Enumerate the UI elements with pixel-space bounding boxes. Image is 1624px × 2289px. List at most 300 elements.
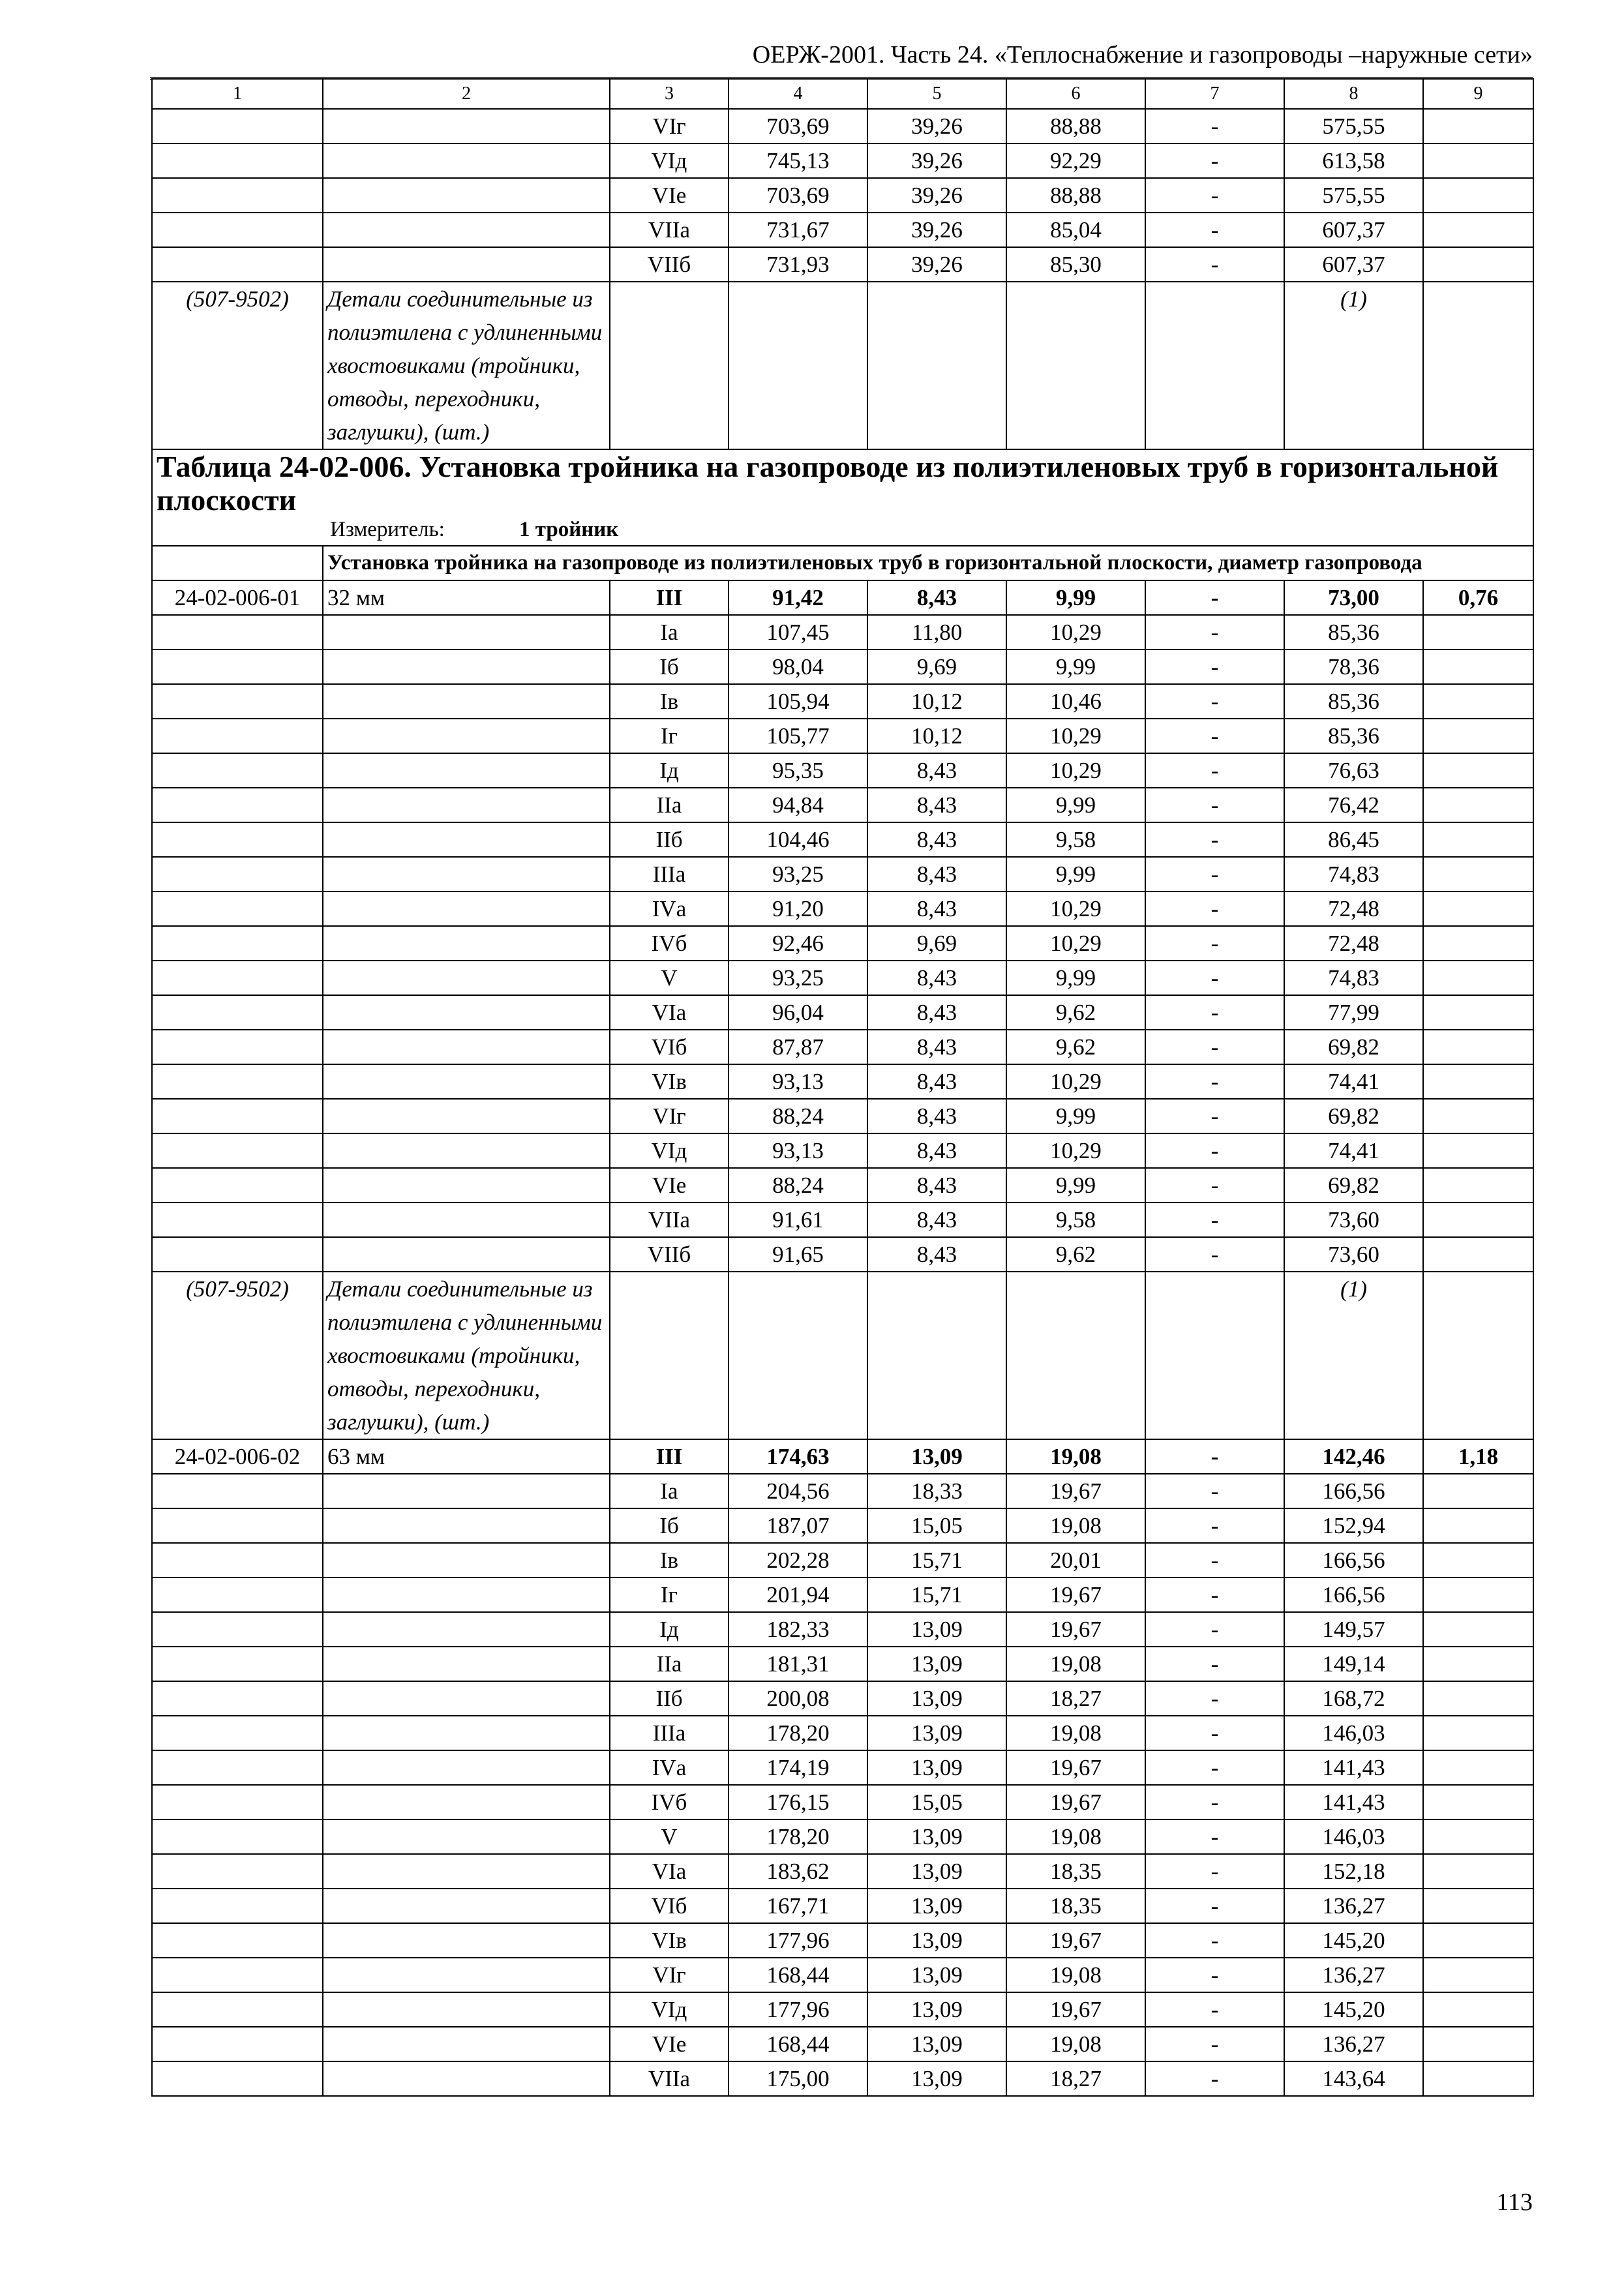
diameter-cell bbox=[323, 1237, 610, 1272]
cost-total-cell: 96,04 bbox=[729, 995, 867, 1030]
labor-cell bbox=[1423, 822, 1533, 857]
code-cell bbox=[152, 2061, 323, 2096]
cost-machines-cell: 9,62 bbox=[1006, 1030, 1145, 1064]
labor-cell bbox=[1423, 926, 1533, 961]
cost-materials-cell: 69,82 bbox=[1284, 1099, 1423, 1133]
note-empty bbox=[1006, 282, 1145, 449]
cost-machines-cell: 19,08 bbox=[1006, 1716, 1145, 1750]
cost-machinists-cell: - bbox=[1145, 1716, 1284, 1750]
table-row bbox=[152, 1612, 1533, 1647]
zone-cell: VIIа bbox=[610, 2061, 729, 2096]
cost-materials-cell: 152,18 bbox=[1284, 1854, 1423, 1889]
cost-machines-cell: 19,08 bbox=[1006, 1439, 1145, 1474]
labor-cell bbox=[1423, 1508, 1533, 1543]
cost-total-cell: 93,25 bbox=[729, 961, 867, 995]
zone-cell: IIIа bbox=[610, 1716, 729, 1750]
cost-machinists-cell: - bbox=[1145, 1064, 1284, 1099]
zone-cell: VIг bbox=[610, 1099, 729, 1133]
table-row bbox=[152, 2061, 1533, 2096]
cost-total-cell: 88,24 bbox=[729, 1099, 867, 1133]
cost-machinists-cell: - bbox=[1145, 1750, 1284, 1785]
zone-cell: IVб bbox=[610, 926, 729, 961]
cost-materials-cell: 166,56 bbox=[1284, 1474, 1423, 1508]
cost-total-cell: 94,84 bbox=[729, 788, 867, 822]
cost-machines-cell: 19,08 bbox=[1006, 1819, 1145, 1854]
zone-cell: IIIа bbox=[610, 857, 729, 891]
zone-cell: III bbox=[610, 1439, 729, 1474]
table-row bbox=[152, 857, 1533, 891]
zone-cell: Iг bbox=[610, 719, 729, 753]
zone-cell: VIа bbox=[610, 995, 729, 1030]
note-value: (1) bbox=[1284, 1272, 1423, 1439]
cost-wages-cell: 8,43 bbox=[867, 1203, 1006, 1237]
cost-total-cell: 183,62 bbox=[729, 1854, 867, 1889]
code-cell bbox=[152, 109, 323, 143]
cost-machines-cell: 9,99 bbox=[1006, 580, 1145, 615]
cost-machinists-cell: - bbox=[1145, 1854, 1284, 1889]
labor-cell bbox=[1423, 753, 1533, 788]
cost-total-cell: 93,25 bbox=[729, 857, 867, 891]
cost-machines-cell: 9,99 bbox=[1006, 857, 1145, 891]
cost-machinists-cell: - bbox=[1145, 1439, 1284, 1474]
cost-machinists-cell: - bbox=[1145, 2027, 1284, 2061]
note-text: Детали соединительные из полиэтилена с удлиненными хвостовиками (тройники, отводы, переходники, заглушки), (шт.) bbox=[323, 282, 610, 449]
table-row bbox=[152, 1819, 1533, 1854]
diameter-cell bbox=[323, 1647, 610, 1681]
diameter-cell: 32 мм bbox=[323, 580, 610, 615]
labor-cell bbox=[1423, 213, 1533, 247]
labor-cell bbox=[1423, 1647, 1533, 1681]
labor-cell bbox=[1423, 1064, 1533, 1099]
cost-wages-cell: 13,09 bbox=[867, 1439, 1006, 1474]
cost-machines-cell: 9,99 bbox=[1006, 1099, 1145, 1133]
cost-wages-cell: 13,09 bbox=[867, 1819, 1006, 1854]
measure-line bbox=[157, 516, 1529, 545]
cost-machines-cell: 9,58 bbox=[1006, 1203, 1145, 1237]
code-cell bbox=[152, 1237, 323, 1272]
cost-machinists-cell: - bbox=[1145, 753, 1284, 788]
zone-cell: Iа bbox=[610, 1474, 729, 1508]
labor-cell: 0,76 bbox=[1423, 580, 1533, 615]
zone-cell: Iб bbox=[610, 650, 729, 684]
labor-cell bbox=[1423, 1168, 1533, 1203]
cost-wages-cell: 8,43 bbox=[867, 1099, 1006, 1133]
cost-materials-cell: 72,48 bbox=[1284, 891, 1423, 926]
cost-wages-cell: 39,26 bbox=[867, 213, 1006, 247]
diameter-cell bbox=[323, 1508, 610, 1543]
cost-total-cell: 91,20 bbox=[729, 891, 867, 926]
cost-wages-cell: 15,05 bbox=[867, 1508, 1006, 1543]
cost-machines-cell: 85,04 bbox=[1006, 213, 1145, 247]
diameter-cell bbox=[323, 1681, 610, 1716]
cost-wages-cell: 18,33 bbox=[867, 1474, 1006, 1508]
labor-cell bbox=[1423, 788, 1533, 822]
cost-machines-cell: 10,29 bbox=[1006, 1064, 1145, 1099]
table-row bbox=[152, 1133, 1533, 1168]
cost-wages-cell: 15,71 bbox=[867, 1578, 1006, 1612]
diameter-cell bbox=[323, 1992, 610, 2027]
code-cell bbox=[152, 788, 323, 822]
code-cell bbox=[152, 2027, 323, 2061]
code-cell bbox=[152, 1578, 323, 1612]
cost-total-cell: 204,56 bbox=[729, 1474, 867, 1508]
code-cell bbox=[152, 1854, 323, 1889]
labor-cell bbox=[1423, 615, 1533, 650]
code-cell bbox=[152, 1681, 323, 1716]
column-number: 7 bbox=[1145, 79, 1284, 109]
cost-machinists-cell: - bbox=[1145, 1647, 1284, 1681]
labor-cell bbox=[1423, 961, 1533, 995]
table-row bbox=[152, 891, 1533, 926]
name-cell bbox=[323, 213, 610, 247]
cost-materials-cell: 85,36 bbox=[1284, 615, 1423, 650]
table-row bbox=[152, 1168, 1533, 1203]
code-cell bbox=[152, 822, 323, 857]
cost-machines-cell: 19,08 bbox=[1006, 1647, 1145, 1681]
table-row bbox=[152, 1474, 1533, 1508]
labor-cell bbox=[1423, 1681, 1533, 1716]
table-row bbox=[152, 961, 1533, 995]
labor-cell bbox=[1423, 1203, 1533, 1237]
zone-cell: VIб bbox=[610, 1889, 729, 1923]
cost-machinists-cell: - bbox=[1145, 1099, 1284, 1133]
cost-machinists-cell: - bbox=[1145, 2061, 1284, 2096]
cost-materials-cell: 74,41 bbox=[1284, 1064, 1423, 1099]
cost-machines-cell: 10,29 bbox=[1006, 1133, 1145, 1168]
cost-total-cell: 182,33 bbox=[729, 1612, 867, 1647]
diameter-cell bbox=[323, 1958, 610, 1992]
labor-cell bbox=[1423, 178, 1533, 213]
cost-total-cell: 174,63 bbox=[729, 1439, 867, 1474]
cost-machinists-cell: - bbox=[1145, 926, 1284, 961]
cost-machinists-cell: - bbox=[1145, 1508, 1284, 1543]
cost-machinists-cell: - bbox=[1145, 788, 1284, 822]
cost-total-cell: 201,94 bbox=[729, 1578, 867, 1612]
column-number-row bbox=[152, 79, 1533, 109]
table-row bbox=[152, 1203, 1533, 1237]
code-cell bbox=[152, 1203, 323, 1237]
zone-cell: VIд bbox=[610, 143, 729, 178]
note-row bbox=[152, 1272, 1533, 1439]
table-row bbox=[152, 1681, 1533, 1716]
table-row bbox=[152, 1923, 1533, 1958]
labor-cell bbox=[1423, 2061, 1533, 2096]
cost-wages-cell: 13,09 bbox=[867, 1889, 1006, 1923]
cost-total-cell: 91,42 bbox=[729, 580, 867, 615]
subsection-row bbox=[152, 546, 1533, 580]
cost-materials-cell: 73,00 bbox=[1284, 580, 1423, 615]
cost-machinists-cell: - bbox=[1145, 615, 1284, 650]
table-row bbox=[152, 1099, 1533, 1133]
cost-total-cell: 731,67 bbox=[729, 213, 867, 247]
cost-wages-cell: 10,12 bbox=[867, 719, 1006, 753]
cost-materials-cell: 74,83 bbox=[1284, 857, 1423, 891]
cost-machinists-cell: - bbox=[1145, 1785, 1284, 1819]
cost-materials-cell: 149,14 bbox=[1284, 1647, 1423, 1681]
cost-materials-cell: 145,20 bbox=[1284, 1923, 1423, 1958]
cost-materials-cell: 69,82 bbox=[1284, 1030, 1423, 1064]
table-title-row bbox=[152, 449, 1533, 546]
cost-machines-cell: 9,99 bbox=[1006, 650, 1145, 684]
diameter-cell bbox=[323, 1750, 610, 1785]
cost-machines-cell: 88,88 bbox=[1006, 109, 1145, 143]
table-row bbox=[152, 1992, 1533, 2027]
cost-machinists-cell: - bbox=[1145, 1612, 1284, 1647]
cost-materials-cell: 145,20 bbox=[1284, 1992, 1423, 2027]
labor-cell bbox=[1423, 1889, 1533, 1923]
cost-wages-cell: 39,26 bbox=[867, 143, 1006, 178]
cost-total-cell: 200,08 bbox=[729, 1681, 867, 1716]
cost-materials-cell: 152,94 bbox=[1284, 1508, 1423, 1543]
cost-total-cell: 91,65 bbox=[729, 1237, 867, 1272]
cost-wages-cell: 15,71 bbox=[867, 1543, 1006, 1578]
table-row bbox=[152, 178, 1533, 213]
cost-wages-cell: 39,26 bbox=[867, 178, 1006, 213]
cost-total-cell: 187,07 bbox=[729, 1508, 867, 1543]
table-title-text: Таблица 24-02-006. Установка тройника на газопроводе из полиэтиленовых труб в горизонтальной плоскости bbox=[157, 450, 1499, 516]
cost-total-cell: 703,69 bbox=[729, 178, 867, 213]
labor-cell bbox=[1423, 1923, 1533, 1958]
cost-total-cell: 168,44 bbox=[729, 2027, 867, 2061]
cost-wages-cell: 13,09 bbox=[867, 1958, 1006, 1992]
code-cell bbox=[152, 1819, 323, 1854]
cost-machinists-cell: - bbox=[1145, 247, 1284, 282]
diameter-cell bbox=[323, 822, 610, 857]
code-cell bbox=[152, 1785, 323, 1819]
cost-total-cell: 181,31 bbox=[729, 1647, 867, 1681]
code-cell bbox=[152, 1168, 323, 1203]
diameter-cell bbox=[323, 2027, 610, 2061]
code-cell bbox=[152, 650, 323, 684]
diameter-cell bbox=[323, 1785, 610, 1819]
diameter-cell bbox=[323, 1923, 610, 1958]
cost-total-cell: 168,44 bbox=[729, 1958, 867, 1992]
cost-materials-cell: 73,60 bbox=[1284, 1237, 1423, 1272]
cost-total-cell: 91,61 bbox=[729, 1203, 867, 1237]
diameter-cell bbox=[323, 1030, 610, 1064]
code-cell: 24-02-006-01 bbox=[152, 580, 323, 615]
column-number: 9 bbox=[1423, 79, 1533, 109]
labor-cell bbox=[1423, 1716, 1533, 1750]
code-cell bbox=[152, 178, 323, 213]
cost-machinists-cell: - bbox=[1145, 1992, 1284, 2027]
table-row bbox=[152, 143, 1533, 178]
cost-wages-cell: 13,09 bbox=[867, 1923, 1006, 1958]
labor-cell bbox=[1423, 1819, 1533, 1854]
labor-cell bbox=[1423, 2027, 1533, 2061]
cost-machinists-cell: - bbox=[1145, 1958, 1284, 1992]
note-empty bbox=[610, 282, 729, 449]
zone-cell: Iд bbox=[610, 1612, 729, 1647]
table-row bbox=[152, 650, 1533, 684]
cost-wages-cell: 13,09 bbox=[867, 2061, 1006, 2096]
cost-machines-cell: 9,99 bbox=[1006, 961, 1145, 995]
table-row bbox=[152, 1030, 1533, 1064]
labor-cell bbox=[1423, 1474, 1533, 1508]
labor-cell bbox=[1423, 1785, 1533, 1819]
diameter-cell bbox=[323, 1716, 610, 1750]
cost-machinists-cell: - bbox=[1145, 1168, 1284, 1203]
cost-machinists-cell: - bbox=[1145, 822, 1284, 857]
table-body bbox=[152, 79, 1533, 2096]
subsection-text: Установка тройника на газопроводе из полиэтиленовых труб в горизонтальной плоскости, диаметр газопровода bbox=[323, 546, 1533, 580]
labor-cell bbox=[1423, 1237, 1533, 1272]
cost-wages-cell: 13,09 bbox=[867, 1612, 1006, 1647]
cost-total-cell: 175,00 bbox=[729, 2061, 867, 2096]
cost-machinists-cell: - bbox=[1145, 1923, 1284, 1958]
page-header bbox=[150, 38, 1533, 80]
diameter-cell bbox=[323, 1854, 610, 1889]
cost-wages-cell: 13,09 bbox=[867, 1750, 1006, 1785]
code-cell bbox=[152, 1612, 323, 1647]
cost-wages-cell: 13,09 bbox=[867, 1647, 1006, 1681]
table-row bbox=[152, 822, 1533, 857]
table-row bbox=[152, 1958, 1533, 1992]
cost-machines-cell: 10,29 bbox=[1006, 753, 1145, 788]
diameter-cell bbox=[323, 1133, 610, 1168]
diameter-cell bbox=[323, 1889, 610, 1923]
labor-cell bbox=[1423, 1578, 1533, 1612]
labor-cell bbox=[1423, 1612, 1533, 1647]
table-row bbox=[152, 1237, 1533, 1272]
zone-cell: Iв bbox=[610, 684, 729, 719]
cost-total-cell: 176,15 bbox=[729, 1785, 867, 1819]
name-cell bbox=[323, 143, 610, 178]
diameter-cell bbox=[323, 961, 610, 995]
zone-cell: VIIа bbox=[610, 1203, 729, 1237]
cost-wages-cell: 13,09 bbox=[867, 2027, 1006, 2061]
price-table bbox=[151, 78, 1534, 2097]
code-cell bbox=[152, 926, 323, 961]
zone-cell: IVа bbox=[610, 1750, 729, 1785]
table-row bbox=[152, 1716, 1533, 1750]
labor-cell bbox=[1423, 857, 1533, 891]
cost-total-cell: 177,96 bbox=[729, 1992, 867, 2027]
cost-wages-cell: 9,69 bbox=[867, 650, 1006, 684]
cost-wages-cell: 15,05 bbox=[867, 1785, 1006, 1819]
cost-wages-cell: 8,43 bbox=[867, 1237, 1006, 1272]
cost-machines-cell: 92,29 bbox=[1006, 143, 1145, 178]
labor-cell bbox=[1423, 1030, 1533, 1064]
diameter-cell bbox=[323, 891, 610, 926]
zone-cell: IIа bbox=[610, 788, 729, 822]
code-cell bbox=[152, 1992, 323, 2027]
diameter-cell bbox=[323, 1474, 610, 1508]
name-cell bbox=[323, 109, 610, 143]
table-row bbox=[152, 1750, 1533, 1785]
labor-cell bbox=[1423, 143, 1533, 178]
cost-materials-cell: 141,43 bbox=[1284, 1785, 1423, 1819]
cost-total-cell: 745,13 bbox=[729, 143, 867, 178]
zone-cell: VIд bbox=[610, 1992, 729, 2027]
table-row bbox=[152, 788, 1533, 822]
table-row bbox=[152, 1508, 1533, 1543]
note-empty bbox=[1145, 1272, 1284, 1439]
cost-total-cell: 88,24 bbox=[729, 1168, 867, 1203]
empty-cell bbox=[152, 546, 323, 580]
cost-total-cell: 731,93 bbox=[729, 247, 867, 282]
cost-machines-cell: 88,88 bbox=[1006, 178, 1145, 213]
zone-cell: IIа bbox=[610, 1647, 729, 1681]
measure-value: 1 тройник bbox=[519, 518, 619, 541]
table-row bbox=[152, 1439, 1533, 1474]
labor-cell bbox=[1423, 1992, 1533, 2027]
header-text: ОЕРЖ-2001. Часть 24. «Теплоснабжение и газопроводы –наружные сети» bbox=[752, 41, 1533, 68]
table-row bbox=[152, 719, 1533, 753]
note-empty bbox=[729, 1272, 867, 1439]
code-cell bbox=[152, 1099, 323, 1133]
note-code: (507-9502) bbox=[152, 1272, 323, 1439]
cost-materials-cell: 73,60 bbox=[1284, 1203, 1423, 1237]
zone-cell: V bbox=[610, 1819, 729, 1854]
cost-machines-cell: 19,67 bbox=[1006, 1750, 1145, 1785]
table-row bbox=[152, 213, 1533, 247]
zone-cell: VIа bbox=[610, 1854, 729, 1889]
table-title bbox=[152, 449, 1533, 546]
cost-total-cell: 202,28 bbox=[729, 1543, 867, 1578]
column-number: 4 bbox=[729, 79, 867, 109]
labor-cell bbox=[1423, 1958, 1533, 1992]
cost-machines-cell: 10,29 bbox=[1006, 926, 1145, 961]
cost-materials-cell: 607,37 bbox=[1284, 247, 1423, 282]
cost-materials-cell: 143,64 bbox=[1284, 2061, 1423, 2096]
measure-label: Измеритель: bbox=[330, 518, 445, 541]
table-row bbox=[152, 1647, 1533, 1681]
cost-wages-cell: 11,80 bbox=[867, 615, 1006, 650]
zone-cell: V bbox=[610, 961, 729, 995]
zone-cell: VIг bbox=[610, 1958, 729, 1992]
column-number: 3 bbox=[610, 79, 729, 109]
labor-cell bbox=[1423, 1133, 1533, 1168]
zone-cell: VIIб bbox=[610, 247, 729, 282]
code-cell bbox=[152, 1889, 323, 1923]
code-cell bbox=[152, 1923, 323, 1958]
labor-cell: 1,18 bbox=[1423, 1439, 1533, 1474]
labor-cell bbox=[1423, 1750, 1533, 1785]
table-row bbox=[152, 1578, 1533, 1612]
cost-materials-cell: 146,03 bbox=[1284, 1819, 1423, 1854]
note-empty bbox=[1006, 1272, 1145, 1439]
cost-materials-cell: 136,27 bbox=[1284, 1958, 1423, 1992]
cost-materials-cell: 72,48 bbox=[1284, 926, 1423, 961]
cost-wages-cell: 8,43 bbox=[867, 1133, 1006, 1168]
note-code: (507-9502) bbox=[152, 282, 323, 449]
table-row bbox=[152, 2027, 1533, 2061]
cost-wages-cell: 8,43 bbox=[867, 961, 1006, 995]
code-cell bbox=[152, 213, 323, 247]
cost-machinists-cell: - bbox=[1145, 961, 1284, 995]
labor-cell bbox=[1423, 650, 1533, 684]
cost-machines-cell: 19,08 bbox=[1006, 1958, 1145, 1992]
cost-machines-cell: 10,29 bbox=[1006, 891, 1145, 926]
cost-materials-cell: 136,27 bbox=[1284, 2027, 1423, 2061]
cost-wages-cell: 8,43 bbox=[867, 788, 1006, 822]
labor-cell bbox=[1423, 719, 1533, 753]
zone-cell: VIд bbox=[610, 1133, 729, 1168]
table-row bbox=[152, 247, 1533, 282]
zone-cell: VIб bbox=[610, 1030, 729, 1064]
cost-materials-cell: 74,41 bbox=[1284, 1133, 1423, 1168]
code-cell bbox=[152, 961, 323, 995]
cost-wages-cell: 13,09 bbox=[867, 1854, 1006, 1889]
code-cell bbox=[152, 1474, 323, 1508]
note-empty bbox=[867, 1272, 1006, 1439]
code-cell bbox=[152, 1508, 323, 1543]
cost-machines-cell: 10,46 bbox=[1006, 684, 1145, 719]
table-row bbox=[152, 580, 1533, 615]
cost-materials-cell: 78,36 bbox=[1284, 650, 1423, 684]
cost-machines-cell: 18,35 bbox=[1006, 1854, 1145, 1889]
